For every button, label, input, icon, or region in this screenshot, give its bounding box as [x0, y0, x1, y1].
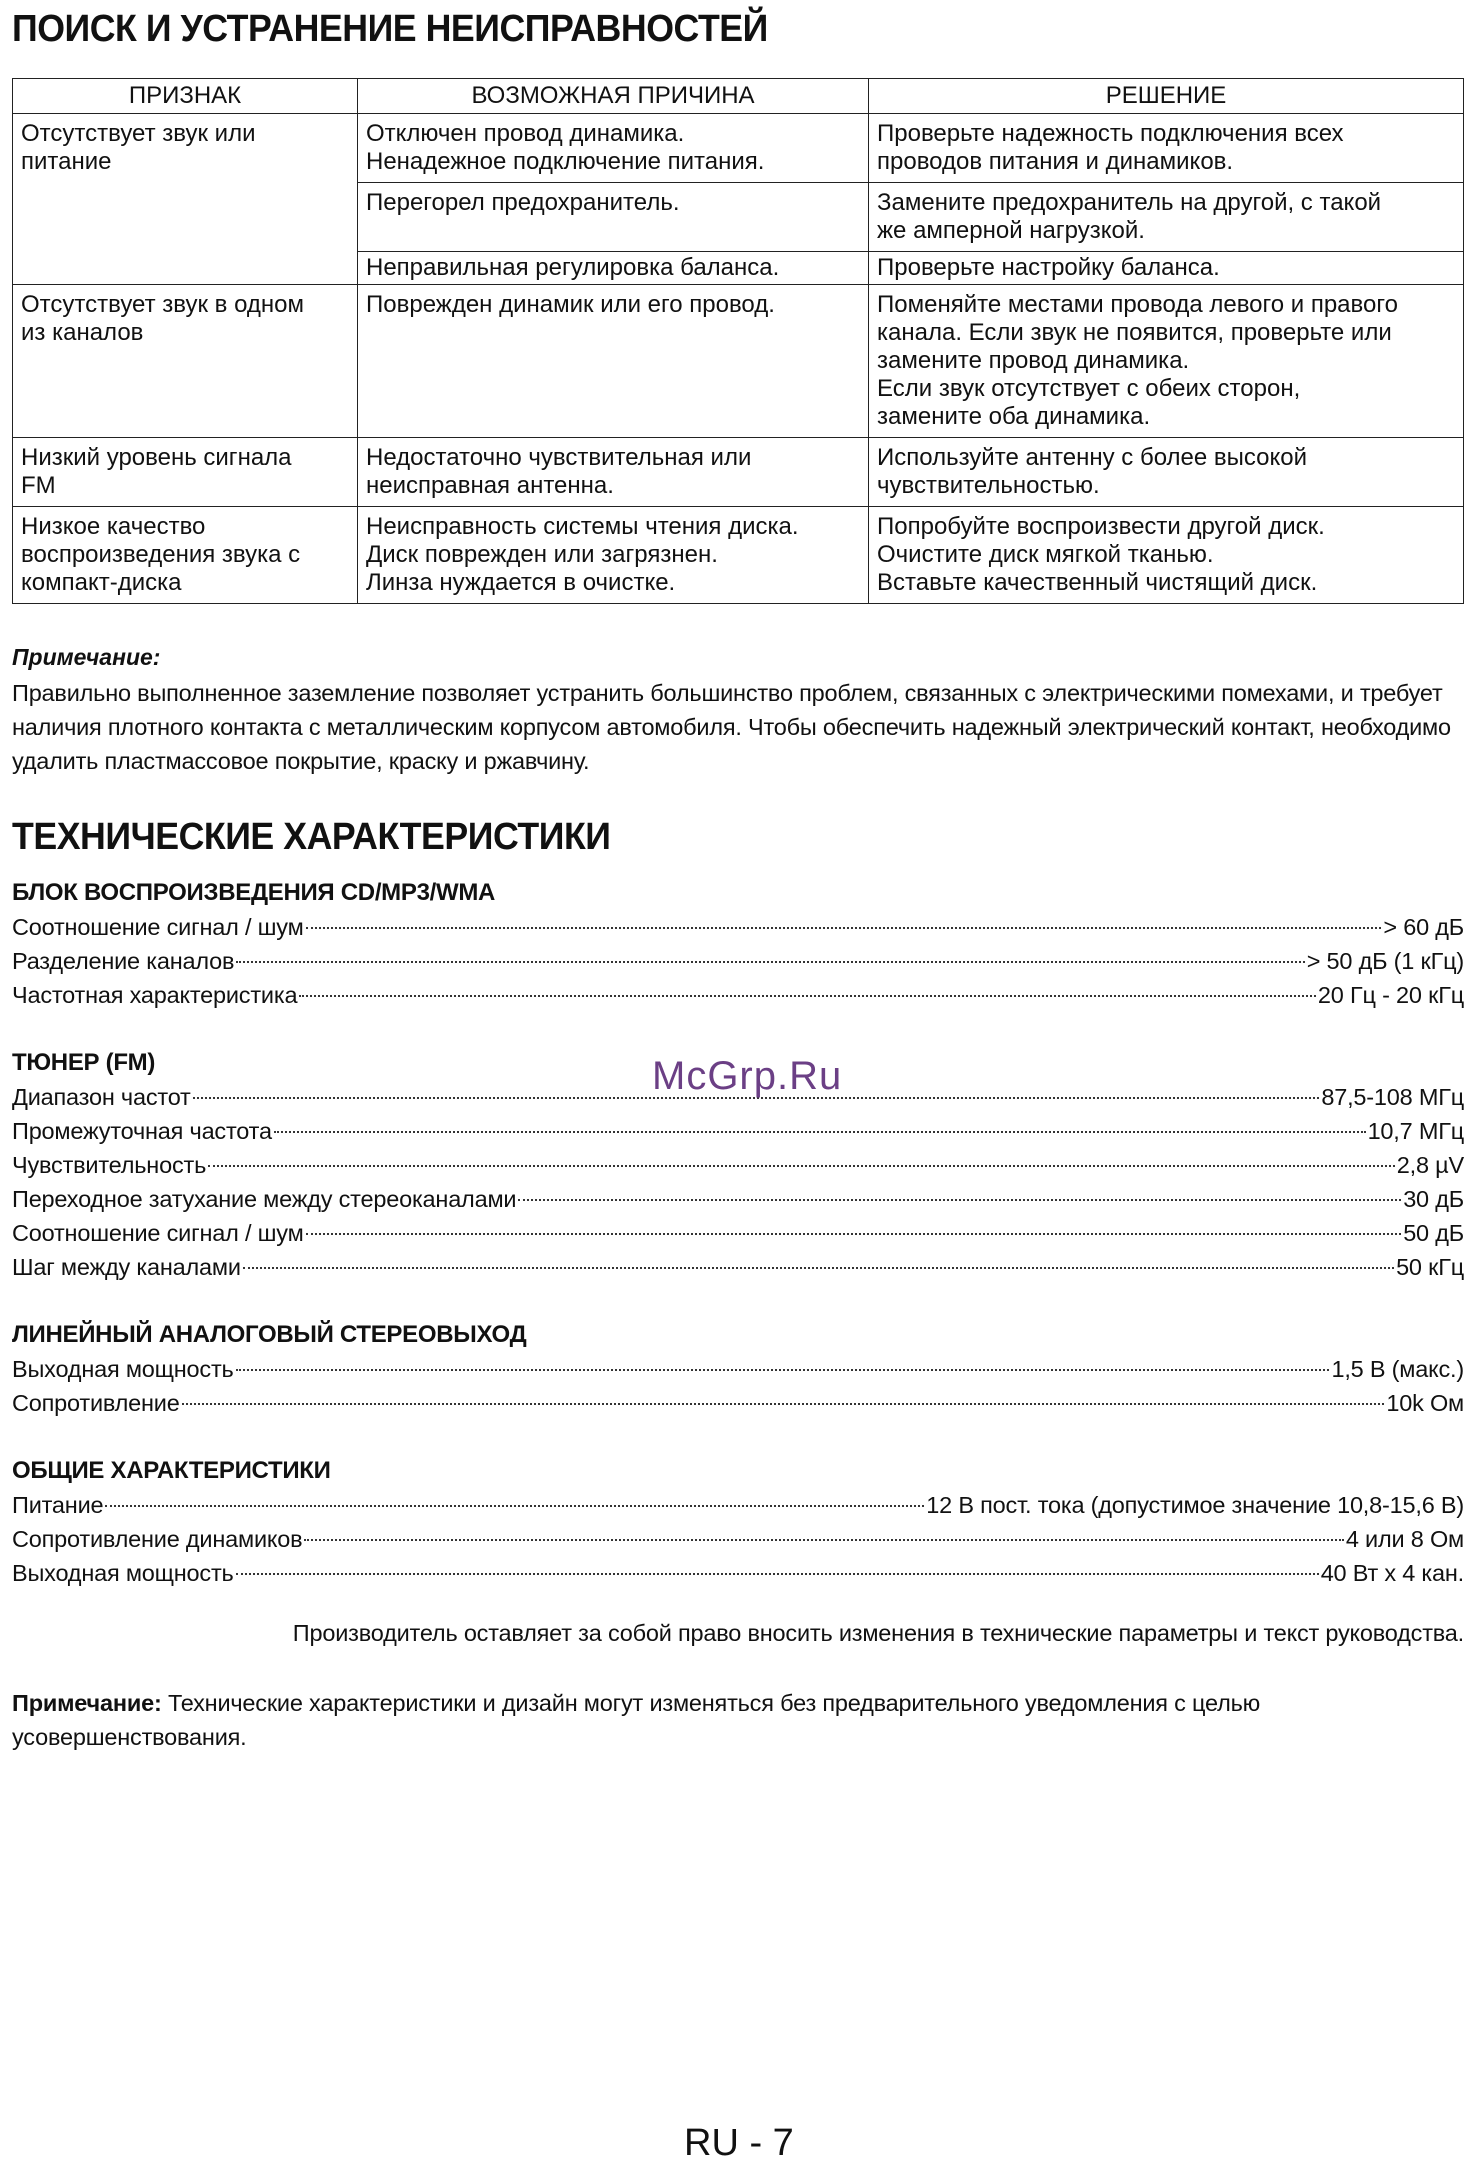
spec-row	[12, 1250, 1464, 1284]
spec-row	[12, 978, 1464, 1012]
note-label: Примечание:	[12, 644, 161, 670]
leader-dots	[236, 961, 1304, 963]
symptom-cell: Низкое качество воспроизведения звука с компакт-диска	[13, 507, 358, 604]
leader-dots	[243, 1267, 1394, 1269]
symptom-cell: Отсутствует звук или питание	[13, 114, 358, 285]
spec-row	[12, 1182, 1464, 1216]
note-footer	[12, 1686, 1432, 1754]
spec-row	[12, 1352, 1464, 1386]
spec-label: Питание	[12, 1492, 104, 1518]
spec-value: 40 Вт x 4 кан.	[1320, 1560, 1464, 1586]
table-header-row	[13, 79, 1464, 114]
spec-label: Сопротивление	[12, 1390, 180, 1416]
cause-cell: Поврежден динамик или его провод.	[358, 285, 869, 438]
spec-value: 12 В пост. тока (допустимое значение 10,8-15,6 В)	[926, 1492, 1464, 1518]
spec-value: 20 Гц - 20 кГц	[1317, 982, 1464, 1008]
cause-cell: Неправильная регулировка баланса.	[358, 252, 869, 285]
table-row	[13, 114, 1464, 183]
solution-cell: Проверьте настройку баланса.	[869, 252, 1464, 285]
spec-label: Выходная мощность	[12, 1356, 234, 1382]
leader-dots	[236, 1573, 1319, 1575]
spec-row	[12, 1488, 1464, 1522]
spec-group-cd	[12, 876, 1464, 1012]
note-footer-label: Примечание:	[12, 1690, 162, 1716]
table-row	[13, 507, 1464, 604]
leader-dots	[306, 927, 1382, 929]
note-text: Правильно выполненное заземление позволяет устранить большинство проблем, связанных с электрическими помехами, и требует наличия плотного контакта с металлическим корпусом автомобиля. Чтобы обеспечить надежный электрический контакт, необходимо удалить пластмассовое покрытие, краску и ржавчину.	[12, 680, 1451, 774]
spec-row	[12, 944, 1464, 978]
spec-label: Переходное затухание между стереоканалами	[12, 1186, 517, 1212]
solution-cell: Проверьте надежность подключения всех проводов питания и динамиков.	[869, 114, 1464, 183]
leader-dots	[208, 1165, 1395, 1167]
leader-dots	[299, 995, 1316, 997]
spec-label: Сопротивление динамиков	[12, 1526, 303, 1552]
solution-cell: Поменяйте местами провода левого и правого канала. Если звук не появится, проверьте или замените провод динамика. Если звук отсутствует с обеих сторон, замените оба динамика.	[869, 285, 1464, 438]
spec-value: 50 кГц	[1396, 1254, 1464, 1280]
leader-dots	[105, 1505, 924, 1507]
spec-row	[12, 1522, 1464, 1556]
spec-group-title: ТЮНЕР (FM)	[12, 1049, 156, 1076]
spec-row	[12, 1148, 1464, 1182]
spec-row	[12, 1216, 1464, 1250]
header-cause: ВОЗМОЖНАЯ ПРИЧИНА	[358, 79, 869, 114]
spec-value: 50 дБ	[1403, 1220, 1464, 1246]
watermark: McGrp.Ru	[652, 1054, 843, 1098]
solution-cell: Используйте антенну с более высокой чувствительностью.	[869, 438, 1464, 507]
leader-dots	[236, 1369, 1330, 1371]
spec-label: Частотная характеристика	[12, 982, 298, 1008]
spec-group-title: ОБЩИЕ ХАРАКТЕРИСТИКИ	[12, 1457, 331, 1484]
spec-value: 2,8 µV	[1396, 1152, 1464, 1178]
spec-group-title: БЛОК ВОСПРОИЗВЕДЕНИЯ CD/MP3/WMA	[12, 879, 496, 906]
spec-value: 10,7 МГц	[1367, 1118, 1464, 1144]
spec-row	[12, 1386, 1464, 1420]
leader-dots	[306, 1233, 1402, 1235]
spec-value: 1,5 В (макс.)	[1331, 1356, 1464, 1382]
spec-label: Диапазон частот	[12, 1084, 191, 1110]
spec-label: Соотношение сигнал / шум	[12, 1220, 304, 1246]
spec-row	[12, 910, 1464, 944]
leader-dots	[304, 1539, 1343, 1541]
header-symptom: ПРИЗНАК	[13, 79, 358, 114]
spec-label: Соотношение сигнал / шум	[12, 914, 304, 940]
solution-cell: Попробуйте воспроизвести другой диск. Очистите диск мягкой тканью. Вставьте качественный чистящий диск.	[869, 507, 1464, 604]
troubleshooting-table	[12, 78, 1464, 604]
spec-value: 10k Ом	[1386, 1390, 1464, 1416]
troubleshooting-title: ПОИСК И УСТРАНЕНИЕ НЕИСПРАВНОСТЕЙ	[12, 8, 768, 50]
table-row	[13, 438, 1464, 507]
solution-cell: Замените предохранитель на другой, с такой же амперной нагрузкой.	[869, 183, 1464, 252]
cause-cell: Перегорел предохранитель.	[358, 183, 869, 252]
spec-value: 87,5-108 МГц	[1321, 1084, 1464, 1110]
disclaimer: Производитель оставляет за собой право вносить изменения в технические параметры и текст руководства.	[292, 1620, 1464, 1646]
symptom-cell: Низкий уровень сигнала FM	[13, 438, 358, 507]
leader-dots	[518, 1199, 1401, 1201]
spec-row	[12, 1556, 1464, 1590]
spec-value: 4 или 8 Ом	[1345, 1526, 1464, 1552]
symptom-cell: Отсутствует звук в одном из каналов	[13, 285, 358, 438]
spec-label: Выходная мощность	[12, 1560, 234, 1586]
note-footer-text: Технические характеристики и дизайн могут изменяться без предварительного уведомления с целью усовершенствования.	[12, 1690, 1261, 1750]
spec-row	[12, 1114, 1464, 1148]
cause-cell: Недостаточно чувствительная или неисправная антенна.	[358, 438, 869, 507]
leader-dots	[182, 1403, 1385, 1405]
spec-value: > 50 дБ (1 кГц)	[1306, 948, 1464, 974]
spec-label: Промежуточная частота	[12, 1118, 272, 1144]
spec-group-title: ЛИНЕЙНЫЙ АНАЛОГОВЫЙ СТЕРЕОВЫХОД	[12, 1321, 527, 1348]
page-number: RU - 7	[684, 2122, 794, 2164]
spec-group-line-out	[12, 1318, 1464, 1420]
spec-value: 30 дБ	[1403, 1186, 1464, 1212]
specs-title: ТЕХНИЧЕСКИЕ ХАРАКТЕРИСТИКИ	[12, 816, 611, 858]
spec-value: > 60 дБ	[1383, 914, 1464, 940]
spec-label: Шаг между каналами	[12, 1254, 241, 1280]
table-row	[13, 285, 1464, 438]
spec-group-general	[12, 1454, 1464, 1590]
cause-cell: Неисправность системы чтения диска. Диск поврежден или загрязнен. Линза нуждается в очистке.	[358, 507, 869, 604]
header-solution: РЕШЕНИЕ	[869, 79, 1464, 114]
cause-cell: Отключен провод динамика. Ненадежное подключение питания.	[358, 114, 869, 183]
spec-label: Чувствительность	[12, 1152, 207, 1178]
spec-label: Разделение каналов	[12, 948, 235, 974]
leader-dots	[274, 1131, 1366, 1133]
